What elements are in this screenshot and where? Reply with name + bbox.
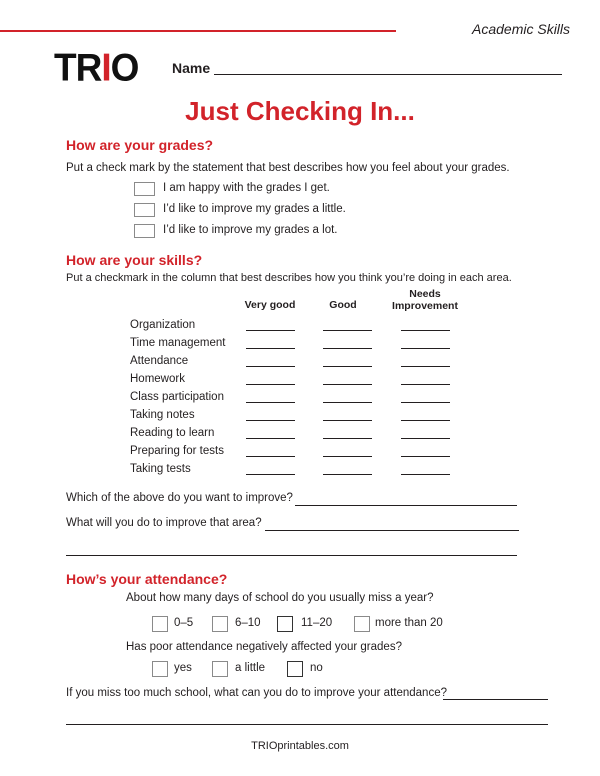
- grades-option-2-checkbox[interactable]: [134, 203, 155, 217]
- good-blank[interactable]: [323, 456, 372, 457]
- grades-heading: How are your grades?: [66, 137, 214, 153]
- name-field[interactable]: [214, 74, 562, 75]
- skill-label: Attendance: [130, 355, 189, 367]
- good-blank[interactable]: [323, 474, 372, 475]
- logo-prefix: TR: [54, 45, 102, 90]
- table-row: [130, 409, 460, 427]
- page-title: Just Checking In...: [185, 96, 415, 126]
- skill-label: Class participation: [130, 391, 224, 403]
- days-6-10-label: 6–10: [235, 617, 261, 629]
- skill-label: Preparing for tests: [130, 445, 224, 457]
- affected-yes-label: yes: [174, 662, 192, 674]
- skills-answer-2-continued-field[interactable]: [66, 555, 517, 556]
- skill-label: Taking notes: [130, 409, 195, 421]
- affected-a-little-label: a little: [235, 662, 266, 674]
- grades-instruction: Put a check mark by the statement that best describes how you feel about your grades.: [66, 162, 510, 174]
- days-0-5-checkbox[interactable]: [152, 616, 168, 632]
- needs-improvement-blank[interactable]: [401, 474, 450, 475]
- grades-option-3-checkbox[interactable]: [134, 224, 155, 238]
- good-blank[interactable]: [323, 366, 372, 367]
- days-more-than-20-checkbox[interactable]: [354, 616, 370, 632]
- skill-label: Homework: [130, 373, 185, 385]
- table-row: [130, 319, 460, 337]
- needs-improvement-blank[interactable]: [401, 348, 450, 349]
- needs-improvement-blank[interactable]: [401, 402, 450, 403]
- header-rule: [0, 30, 396, 32]
- category-label: Academic Skills: [472, 21, 571, 37]
- attendance-question-1: About how many days of school do you usually miss a year?: [126, 592, 434, 604]
- skills-answer-2-field[interactable]: [265, 530, 519, 531]
- very-good-blank[interactable]: [246, 384, 295, 385]
- grades-option-2-label: I’d like to improve my grades a little.: [163, 203, 346, 215]
- good-blank[interactable]: [323, 402, 372, 403]
- column-good: Good: [329, 299, 357, 311]
- skills-table: [130, 319, 460, 481]
- trio-logo: [54, 45, 139, 90]
- attendance-heading: How’s your attendance?: [66, 571, 228, 587]
- table-row: [130, 373, 460, 391]
- column-needs-improvement: [385, 288, 465, 312]
- very-good-blank[interactable]: [246, 474, 295, 475]
- table-row: [130, 427, 460, 445]
- needs-improvement-blank[interactable]: [401, 420, 450, 421]
- grades-option-3-label: I’d like to improve my grades a lot.: [163, 224, 338, 236]
- needs-improvement-blank[interactable]: [401, 384, 450, 385]
- needs-improvement-blank[interactable]: [401, 456, 450, 457]
- attendance-answer-field[interactable]: [443, 699, 548, 700]
- logo-suffix: O: [110, 45, 139, 90]
- name-label: Name: [172, 60, 211, 76]
- table-row: [130, 391, 460, 409]
- grades-option-1-label: I am happy with the grades I get.: [163, 182, 330, 194]
- skill-label: Organization: [130, 319, 196, 331]
- skills-question-2: What will you do to improve that area?: [66, 517, 262, 529]
- skills-instruction: Put a checkmark in the column that best describes how you think you’re doing in each area.: [66, 272, 512, 284]
- skill-label: Taking tests: [130, 463, 191, 475]
- table-row: [130, 337, 460, 355]
- very-good-blank[interactable]: [246, 420, 295, 421]
- table-row: [130, 445, 460, 463]
- very-good-blank[interactable]: [246, 330, 295, 331]
- days-6-10-checkbox[interactable]: [212, 616, 228, 632]
- footer-website: TRIOprintables.com: [251, 740, 349, 752]
- column-needs-line2: Improvement: [392, 300, 458, 312]
- affected-a-little-checkbox[interactable]: [212, 661, 228, 677]
- needs-improvement-blank[interactable]: [401, 366, 450, 367]
- days-0-5-label: 0–5: [174, 617, 194, 629]
- very-good-blank[interactable]: [246, 438, 295, 439]
- table-row: [130, 355, 460, 373]
- skills-answer-1-field[interactable]: [295, 505, 517, 506]
- good-blank[interactable]: [323, 420, 372, 421]
- attendance-question-2: Has poor attendance negatively affected your grades?: [126, 641, 402, 653]
- very-good-blank[interactable]: [246, 456, 295, 457]
- column-very-good: Very good: [244, 299, 296, 311]
- affected-yes-checkbox[interactable]: [152, 661, 168, 677]
- needs-improvement-blank[interactable]: [401, 330, 450, 331]
- good-blank[interactable]: [323, 348, 372, 349]
- column-needs-line1: Needs: [409, 288, 441, 300]
- good-blank[interactable]: [323, 330, 372, 331]
- grades-option-1-checkbox[interactable]: [134, 182, 155, 196]
- good-blank[interactable]: [323, 384, 372, 385]
- affected-no-label: no: [310, 662, 323, 674]
- table-row: [130, 463, 460, 481]
- needs-improvement-blank[interactable]: [401, 438, 450, 439]
- skill-label: Reading to learn: [130, 427, 215, 439]
- very-good-blank[interactable]: [246, 348, 295, 349]
- logo-accent: I: [101, 45, 111, 90]
- good-blank[interactable]: [323, 438, 372, 439]
- skills-heading: How are your skills?: [66, 252, 203, 268]
- skills-question-1: Which of the above do you want to improve?: [66, 492, 293, 504]
- attendance-answer-continued-field[interactable]: [66, 724, 548, 725]
- days-more-than-20-label: more than 20: [375, 617, 443, 629]
- days-11-20-label: 11–20: [301, 617, 333, 629]
- affected-no-checkbox[interactable]: [287, 661, 303, 677]
- days-11-20-checkbox[interactable]: [277, 616, 293, 632]
- very-good-blank[interactable]: [246, 402, 295, 403]
- very-good-blank[interactable]: [246, 366, 295, 367]
- attendance-question-3: If you miss too much school, what can you do to improve your attendance?: [66, 687, 447, 699]
- skill-label: Time management: [130, 337, 226, 349]
